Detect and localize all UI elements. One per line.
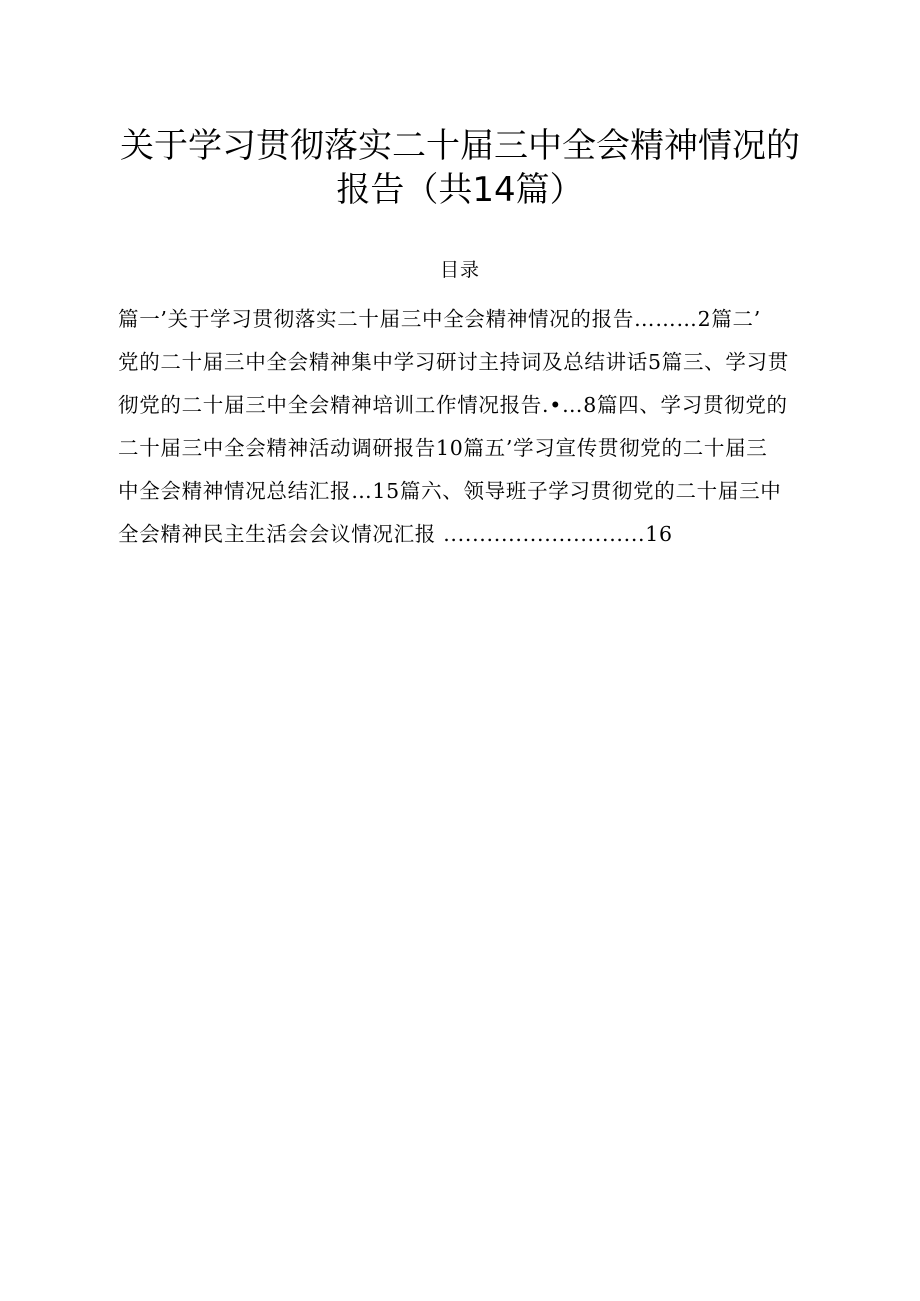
toc-line: 篇一’关于学习贯彻落实二十届三中全会精神情况的报告………2篇二’ (118, 307, 761, 331)
toc-heading: 目录 (439, 259, 480, 281)
toc-line: 全会精神民主生活会会议情况汇报 ............................16 (118, 522, 673, 546)
table-of-contents (118, 298, 838, 556)
document-title-line-1: 关于学习贯彻落实二十届三中全会精神情况的 (120, 126, 800, 166)
toc-line: 二十届三中全会精神活动调研报告10篇五’学习宣传贯彻党的二十届三 (118, 436, 768, 460)
toc-line: 彻党的二十届三中全会精神培训工作情况报告.•…8篇四、学习贯彻党的 (118, 393, 788, 417)
document-title-line-2: 报告（共14篇） (336, 170, 584, 210)
toc-line: 党的二十届三中全会精神集中学习研讨主持词及总结讲话5篇三、学习贯 (118, 350, 789, 374)
toc-line: 中全会精神情况总结汇报…15篇六、领导班子学习贯彻党的二十届三中 (118, 479, 782, 503)
